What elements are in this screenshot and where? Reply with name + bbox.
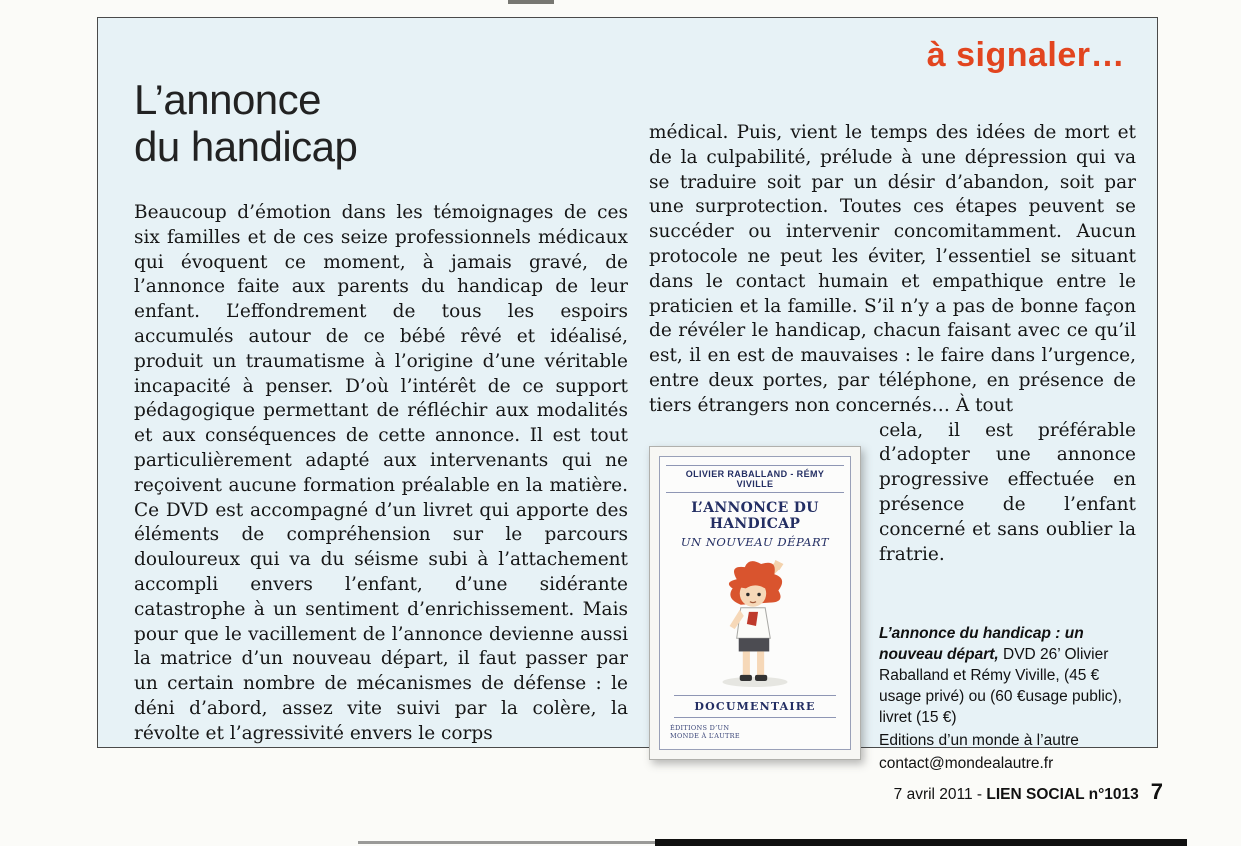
paragraph-right-top: médical. Puis, vient le temps des idées de mort et de la culpabilité, prélude à une dépression qui va se traduire soit par un désir d’abandon, soit par une surprotection. Toutes ces étapes peuvent se succéder ou intervenir concomitamment. Aucun protocole ne peut les éviter, l’essentiel se situant dans le contact humain et empathique entre le praticien et la famille. S’il n’y a pas de bonne façon de révéler le handicap, chacun faisant avec ce qu’il est, il en est de mauvaises : le faire dans l’urgence, entre deux portes, par téléphone, en présence de tiers étrangers non concernés… À tout — [649, 122, 1136, 416]
caption-publisher: Editions d’un monde à l’autre — [879, 732, 1079, 750]
caption-email: contact@mondealautre.fr — [879, 755, 1054, 773]
dvd-title: L’ANNONCE DU HANDICAP — [691, 499, 819, 532]
footer-journal: LIEN SOCIAL n°1013 — [986, 786, 1139, 803]
scan-artifact-light-bar — [358, 841, 656, 844]
girl-illustration — [694, 554, 816, 692]
article-title — [134, 76, 357, 170]
footer-issue — [894, 786, 1139, 804]
caption-title: L’annonce du handicap : un nouveau départ, — [879, 625, 1084, 664]
paragraph-right-wrap: cela, il est préférable d’adopter une annonce progressive effectuée en présence de l’enfant concerné et sans oublier la fratrie. — [879, 419, 1136, 565]
article-title-line2: du handicap — [134, 123, 358, 170]
dvd-genre-label: DOCUMENTAIRE — [674, 695, 836, 718]
article-panel — [97, 17, 1158, 773]
page-number: 7 — [1150, 779, 1163, 804]
section-label: à signaler… — [926, 36, 1125, 74]
dvd-cover-illustration — [694, 554, 816, 692]
paragraph-left: Beaucoup d’émotion dans les témoignages de ces six familles et de ces seize professionnels médicaux qui évoquent ce moment, à jamais gravé, de l’annonce faite aux parents du handicap de leur enfant. L’effondrement de tous les espoirs accumulés autour de ce bébé rêvé et idéalisé, produit un traumatisme à l’origine d’une véritable incapacité à penser. D’où l’intérêt de ce support pédagogique permettant de réfléchir aux modalités et aux conséquences de cette annonce. Il est tout particulièrement adapté aux intervenants qui ne reçoivent aucune formation préalable en la matière. Ce DVD est accompagné d’un livret qui apporte des éléments de compréhension sur le parcours douloureux qui va du séisme subi à l’attachement accompli envers l’enfant, d’une sidérante catastrophe à un sentiment d’enrichissement. Mais pour que le vacillement de l’annonce devienne aussi la matrice d’un nouveau départ, il faut passer par un certain nombre de mécanismes de défense : le déni d’abord, assez vite suivi par la colère, la révolte et l’agressivité envers le corps — [134, 202, 628, 744]
dvd-photo-mount — [649, 446, 861, 761]
dvd-cover — [659, 456, 851, 751]
caption-details: DVD 26’ Olivier Raballand et Rémy Viville, (45 € usage privé) ou (60 €usage public), livret (15 €) — [879, 646, 1122, 727]
footer-date: 7 avril 2011 - — [893, 786, 987, 803]
dvd-authors: OLIVIER RABALLAND - RÉMY VIVILLE — [666, 465, 844, 493]
scan-artifact-top-mark — [508, 0, 554, 4]
left-column — [134, 201, 628, 747]
dvd-publisher-logo: ÉDITIONS D’UN MONDE À L’AUTRE — [670, 723, 740, 741]
dvd-subtitle: UN NOUVEAU DÉPART — [680, 534, 830, 549]
page-footer — [894, 779, 1163, 805]
dvd-cover-photo — [649, 446, 861, 761]
scan-artifact-dark-bar — [655, 839, 1187, 846]
right-column — [649, 121, 1136, 774]
article-title-line1: L’annonce — [134, 76, 322, 123]
